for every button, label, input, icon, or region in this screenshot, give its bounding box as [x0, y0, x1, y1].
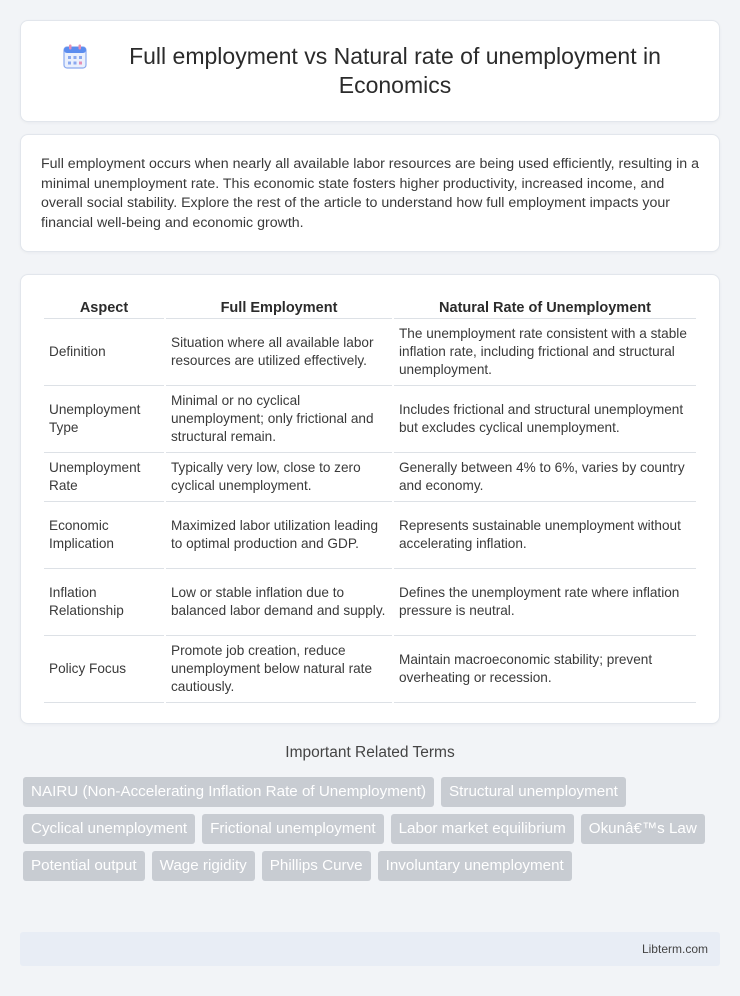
table-row — [44, 386, 696, 453]
cell-aspect: Unemployment Rate — [44, 453, 164, 502]
cell-aspect: Definition — [44, 319, 164, 386]
table-header-row — [44, 295, 696, 319]
cell-natural-rate: Defines the unemployment rate where inflation pressure is neutral. — [394, 569, 696, 636]
table-row — [44, 319, 696, 386]
cell-natural-rate: Includes frictional and structural unemployment but excludes cyclical unemployment. — [394, 386, 696, 453]
cell-natural-rate: Represents sustainable unemployment without accelerating inflation. — [394, 502, 696, 569]
comparison-table — [42, 295, 698, 703]
footer-site-link[interactable]: Libterm.com — [641, 942, 708, 956]
cell-natural-rate: The unemployment rate consistent with a stable inflation rate, including frictional and structural unemployment. — [394, 319, 696, 386]
related-term-tag[interactable]: Cyclical unemployment — [23, 814, 195, 844]
cell-aspect: Unemployment Type — [44, 386, 164, 453]
related-terms-title: Important Related Terms — [285, 744, 455, 761]
header-card — [20, 20, 720, 122]
page-title: Full employment vs Natural rate of unemployment in Economics — [129, 43, 661, 98]
header-natural-rate: Natural Rate of Unemployment — [394, 295, 696, 319]
intro-paragraph: Full employment occurs when nearly all available labor resources are being used efficiently, resulting in a minimal unemployment rate. This economic state fosters higher productivity, increased income, and overall social stability. Explore the rest of the article to understand how full employment impacts your financial well-being and economic growth. — [41, 156, 699, 231]
related-term-tag[interactable]: Wage rigidity — [152, 851, 255, 881]
cell-full-employment: Promote job creation, reduce unemployment below natural rate cautiously. — [166, 636, 392, 703]
cell-full-employment: Low or stable inflation due to balanced labor demand and supply. — [166, 569, 392, 636]
table-row — [44, 502, 696, 569]
cell-aspect: Economic Implication — [44, 502, 164, 569]
cell-full-employment: Minimal or no cyclical unemployment; only frictional and structural remain. — [166, 386, 392, 453]
table-row — [44, 453, 696, 502]
cell-full-employment: Situation where all available labor resources are utilized effectively. — [166, 319, 392, 386]
cell-full-employment: Typically very low, close to zero cyclical unemployment. — [166, 453, 392, 502]
calendar-icon — [61, 43, 89, 71]
cell-natural-rate: Generally between 4% to 6%, varies by country and economy. — [394, 453, 696, 502]
related-term-tag[interactable]: Phillips Curve — [262, 851, 371, 881]
table-row — [44, 569, 696, 636]
cell-aspect: Policy Focus — [44, 636, 164, 703]
header-aspect: Aspect — [44, 295, 164, 319]
table-row — [44, 636, 696, 703]
cell-full-employment: Maximized labor utilization leading to optimal production and GDP. — [166, 502, 392, 569]
related-term-tag[interactable]: Involuntary unemployment — [378, 851, 572, 881]
related-term-tag[interactable]: NAIRU (Non-Accelerating Inflation Rate of Unemployment) — [23, 777, 434, 807]
related-term-tag[interactable]: Frictional unemployment — [202, 814, 383, 844]
related-term-tag[interactable]: Potential output — [23, 851, 145, 881]
intro-card — [20, 134, 720, 252]
cell-aspect: Inflation Relationship — [44, 569, 164, 636]
footer — [20, 932, 720, 966]
related-term-tag[interactable]: Structural unemployment — [441, 777, 626, 807]
related-term-tag[interactable]: Labor market equilibrium — [391, 814, 574, 844]
cell-natural-rate: Maintain macroeconomic stability; prevent overheating or recession. — [394, 636, 696, 703]
related-terms-list — [23, 777, 713, 881]
header-full-employment: Full Employment — [166, 295, 392, 319]
related-term-tag[interactable]: Okunâ€™s Law — [581, 814, 705, 844]
comparison-card — [20, 274, 720, 724]
